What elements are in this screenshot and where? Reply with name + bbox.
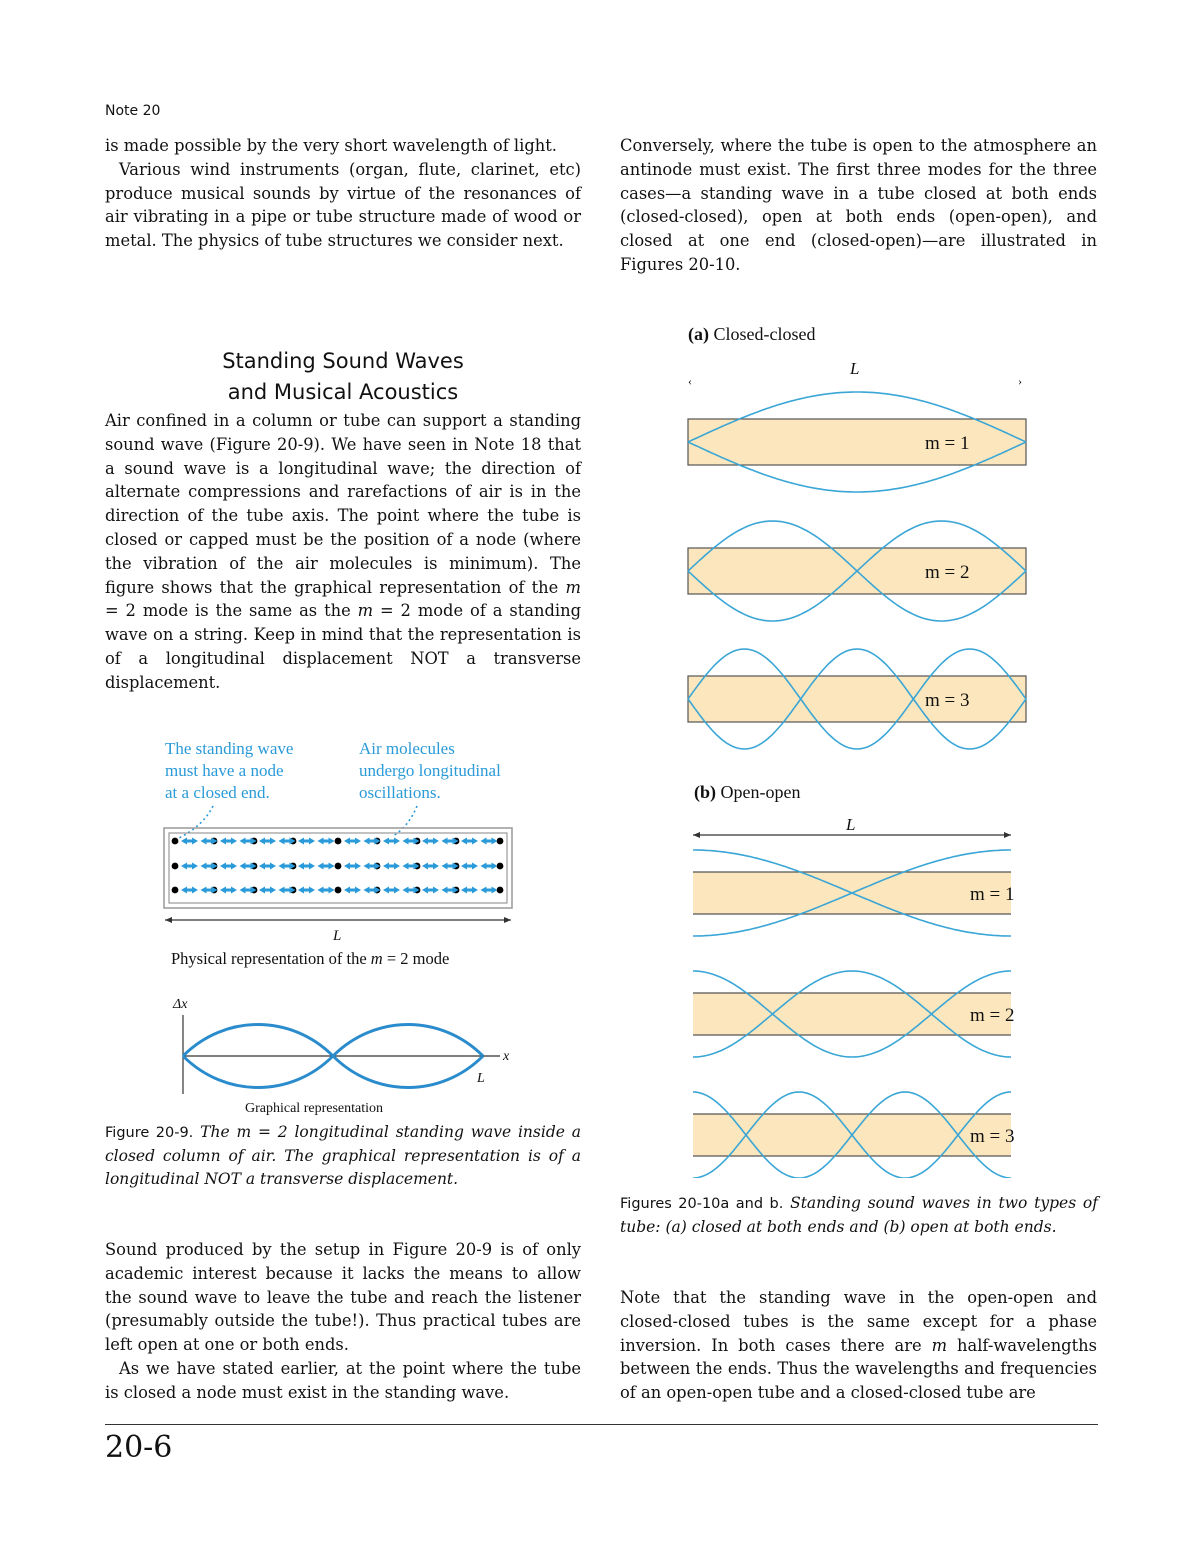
air-molecule (172, 863, 179, 870)
axis-L-label: L (477, 1071, 485, 1086)
caption-text: Standing sound waves in two types of tube: (a) closed at both ends and (b) open at both ends. (620, 1194, 1098, 1236)
paragraph: is made possible by the very short wavelength of light. (105, 136, 557, 155)
oscillation-arrow (383, 887, 400, 894)
air-molecule (335, 863, 342, 870)
annotation-right-line: oscillations. (359, 783, 441, 802)
oscillation-arrow (298, 887, 315, 894)
oscillation-arrow (259, 887, 276, 894)
figure-20-10 (680, 318, 1040, 1178)
oscillation-arrow (481, 838, 498, 845)
air-molecule (335, 887, 342, 894)
oscillation-arrow (481, 863, 498, 870)
annotation-right-line: Air molecules (359, 739, 455, 758)
panel-a-length-label: L (850, 359, 860, 378)
section-title (105, 346, 581, 408)
oscillation-arrow (422, 887, 439, 894)
caption-text: The m = 2 longitudinal standing wave inside a closed column of air. The graphical representation is of a longitudinal NOT a transverse displacement. (105, 1123, 581, 1188)
paragraph: Sound produced by the setup in Figure 20-9 is of only academic interest because it lacks the means to allow the sound wave to leave the tube and reach the listener (presumably outside the tube!). Thus practical tubes are left open at one or both ends. (105, 1240, 581, 1355)
annotation-right-line: undergo longitudinal (359, 761, 501, 780)
oscillation-arrow (259, 838, 276, 845)
physical-representation-caption: Physical representation of the m = 2 mode (171, 949, 450, 968)
oscillation-arrow (220, 838, 237, 845)
left-column-bottom (105, 1238, 581, 1405)
paragraph: Conversely, where the tube is open to the atmosphere an antinode must exist. The first three modes for the three cases—a standing wave in a tube closed at both ends (closed-closed), open at both ends (open-open), and closed at one end (closed-open)—are illustrated in Figures 20-10. (620, 136, 1097, 274)
figure-20-9-caption (105, 1121, 581, 1191)
right-column-bottom (620, 1286, 1097, 1405)
oscillation-arrow (181, 887, 198, 894)
oscillation-arrow (298, 838, 315, 845)
arrowhead-right-glyph: › (1018, 374, 1022, 388)
arrowhead-left-glyph: ‹ (688, 374, 692, 388)
mode-label: m = 1 (970, 884, 1015, 905)
oscillation-arrow (344, 838, 361, 845)
air-molecule (172, 838, 179, 845)
running-header: Note 20 (105, 103, 161, 119)
mode-label: m = 3 (970, 1126, 1015, 1147)
mode-label: m = 1 (925, 433, 970, 454)
oscillation-arrow (383, 863, 400, 870)
panel-a-title: (a) Closed-closed (688, 324, 816, 344)
oscillation-arrow (220, 887, 237, 894)
air-molecule (172, 887, 179, 894)
oscillation-arrow (181, 863, 198, 870)
graphical-representation-caption: Graphical representation (245, 1101, 383, 1116)
oscillation-arrow (383, 838, 400, 845)
oscillation-arrow (461, 863, 478, 870)
air-molecule (497, 887, 504, 894)
axis-x-label: x (503, 1049, 510, 1064)
panel-b-open-open (693, 850, 1015, 1178)
annotation-left-line: The standing wave (165, 739, 294, 758)
oscillation-arrow (220, 863, 237, 870)
oscillation-arrow (344, 863, 361, 870)
oscillation-arrow (318, 887, 335, 894)
panel-a-closed-closed (688, 392, 1026, 749)
right-column-top (620, 134, 1097, 277)
panel-b-title: (b) Open-open (694, 782, 801, 802)
oscillation-arrow (461, 887, 478, 894)
paragraph: Various wind instruments (organ, flute, clarinet, etc) produce musical sounds by virtue of the resonances of air vibrating in a pipe or tube structure made of wood or metal. The physics of tube structures we consider next. (105, 159, 581, 251)
oscillation-arrow (422, 863, 439, 870)
length-label: L (333, 928, 342, 944)
oscillation-arrow (461, 838, 478, 845)
left-column-top (105, 134, 581, 253)
page-number: 20-6 (105, 1430, 173, 1465)
annotation-left-line: at a closed end. (165, 783, 270, 802)
mode-label: m = 2 (970, 1005, 1015, 1026)
tube (693, 993, 1011, 1035)
oscillation-arrow (344, 887, 361, 894)
oscillation-arrow (181, 838, 198, 845)
annotation-left-line: must have a node (165, 761, 284, 780)
section-title-line: Standing Sound Waves (222, 349, 464, 373)
oscillation-arrow (259, 863, 276, 870)
wave-upper (183, 1025, 483, 1057)
mode-label: m = 3 (925, 690, 970, 711)
air-molecule (335, 838, 342, 845)
caption-label: Figure 20-9. (105, 1125, 194, 1141)
oscillation-arrow (422, 838, 439, 845)
paragraph: Air confined in a column or tube can support a standing sound wave (Figure 20-9). We have seen in Note 18 that a sound wave is a longitudinal wave; the direction of alternate compressions and rarefactions of air is in the direction of the tube axis. The point where the tube is closed or capped must be the position of a node (where the vibration of the air molecules is minimum). The figure shows that the graphical representation of the m = 2 mode is the same as the m = 2 mode of a standing wave on a string. Keep in mind that the representation is of a longitudinal displacement NOT a transverse displacement. (105, 411, 581, 692)
paragraph: As we have stated earlier, at the point where the tube is closed a node must exist in the standing wave. (105, 1358, 581, 1402)
tube (688, 419, 1026, 465)
paragraph: Note that the standing wave in the open-open and closed-closed tubes is the same except for a phase inversion. In both cases there are m half-wavelengths between the ends. Thus the wavelengths and frequencies of an open-open tube and a closed-closed tube are (620, 1288, 1097, 1403)
footer-rule (105, 1424, 1098, 1425)
annotation-pointer-right (393, 806, 417, 836)
air-molecule (497, 863, 504, 870)
oscillation-arrow (298, 863, 315, 870)
section-title-line: and Musical Acoustics (227, 380, 459, 404)
caption-label: Figures 20-10a and b. (620, 1196, 784, 1212)
oscillation-arrow (318, 863, 335, 870)
oscillation-arrow (481, 887, 498, 894)
figure-20-9 (155, 730, 535, 1120)
figure-20-10-caption (620, 1192, 1098, 1239)
axis-y-label: Δx (173, 997, 188, 1012)
tube (688, 676, 1026, 722)
mode-label: m = 2 (925, 562, 970, 583)
air-molecule (497, 838, 504, 845)
panel-b-length-label: L (846, 815, 856, 834)
oscillation-arrow (318, 838, 335, 845)
left-column-body (105, 409, 581, 695)
air-molecules (172, 838, 504, 894)
wave-lower (183, 1056, 483, 1088)
